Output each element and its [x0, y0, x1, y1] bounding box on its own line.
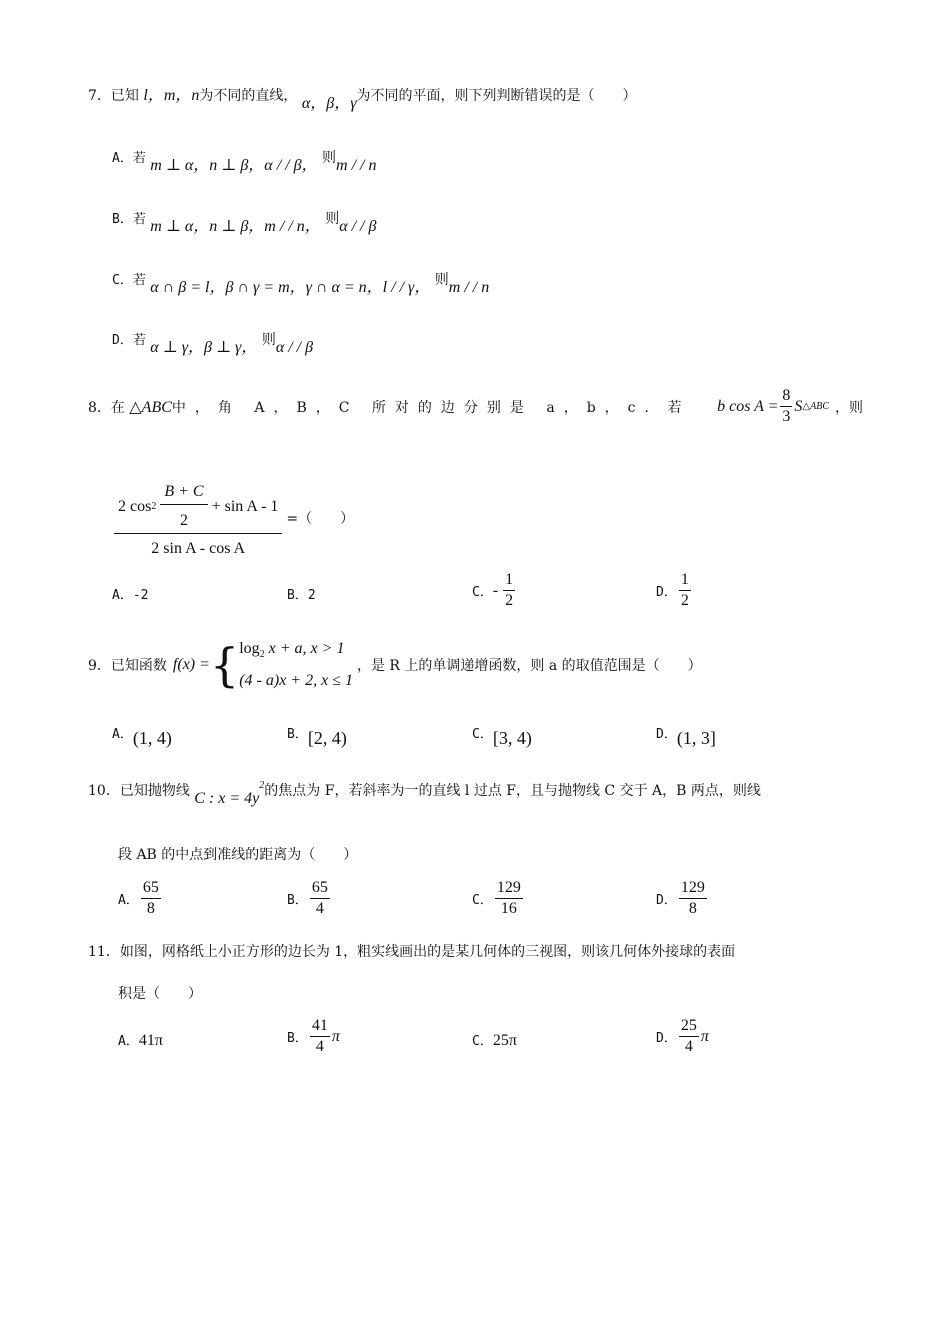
q8-inner-den: 2	[179, 512, 188, 529]
q9-c-label: C．	[472, 727, 493, 742]
q11-line2-text: 积是（ ）	[118, 986, 202, 1002]
q10-a-den: 8	[146, 900, 155, 917]
q8-fraction	[780, 386, 792, 427]
q8-option-b	[287, 584, 316, 603]
q11-d-label: D．	[656, 1031, 677, 1046]
q7-d-then: 则	[261, 332, 276, 348]
q11-option-c	[472, 1030, 517, 1050]
q11-option-d	[656, 1016, 709, 1057]
q8-big-num	[114, 482, 282, 534]
q8-big-den: 2 sin A - cos A	[151, 540, 246, 557]
question-7	[88, 82, 637, 112]
q9-case1-rest: x + a, x > 1	[268, 640, 345, 657]
q7-c-then: 则	[434, 272, 449, 288]
q7-a-label: A．若	[112, 151, 146, 166]
q8-option-c	[472, 570, 517, 611]
q8-area-sub: △ABC	[802, 401, 829, 412]
q7-prefix: 7．已知	[88, 88, 139, 104]
q7-c-label: C．若	[112, 273, 146, 288]
q9-b-label: B．	[287, 727, 308, 742]
q9-option-b	[287, 722, 347, 748]
q8-c-label: C．	[472, 585, 493, 600]
q9-case1-sub: 2	[259, 649, 265, 660]
q7-d-concl: α / / β	[275, 339, 314, 356]
q11-d-pi: π	[700, 1027, 709, 1045]
q10-d-den: 8	[688, 900, 697, 917]
q10-b-label: B．	[287, 893, 308, 908]
q8-frac-den: 3	[782, 408, 791, 425]
q8-text1: 8．在	[88, 399, 125, 416]
question-8	[88, 386, 863, 427]
q9-c-value: [3, 4)	[492, 728, 532, 748]
q8-c-sign: -	[492, 581, 499, 599]
q7-b-then: 则	[325, 211, 340, 227]
q11-d-fraction	[679, 1016, 699, 1057]
q10-suffix: 的焦点为 F，若斜率为一的直线 l 过点 F，且与抛物线 C 交于 A，B 两点，则线	[264, 783, 761, 799]
q8-expression	[114, 482, 354, 558]
q10-a-fraction	[141, 878, 161, 919]
q8-inner-num: B + C	[160, 482, 207, 505]
q8-c-num: 1	[503, 570, 515, 591]
q11-line2	[118, 983, 202, 1003]
q8-inner-fraction	[160, 482, 207, 531]
q8-equals: =（ ）	[286, 511, 355, 527]
q7-option-c	[112, 266, 490, 296]
q9-brace: {	[209, 638, 240, 692]
q7-option-b	[112, 205, 377, 235]
q11-a-label: A．	[118, 1034, 139, 1049]
q10-line2-text: 段 AB 的中点到准线的距离为（ ）	[118, 847, 358, 863]
q9-suffix: ，是 R 上的单调递增函数，则 a 的取值范围是（ ）	[356, 658, 702, 674]
q8-d-fraction	[679, 570, 691, 611]
q10-c-den: 16	[500, 900, 517, 917]
q11-line1: 11．如图，网格纸上小正方形的边长为 1，粗实线画出的是某几何体的三视图，则该几何体外接球的表面	[88, 944, 736, 960]
q10-b-num: 65	[310, 878, 330, 899]
q11-c-label: C．	[472, 1034, 493, 1049]
q7-d-cond: α ⊥ γ，β ⊥ γ，	[150, 339, 258, 356]
q7-a-then: 则	[322, 150, 337, 166]
q9-case2: (4 - a)x + 2, x ≤ 1	[239, 672, 353, 689]
q9-fx: f(x) =	[172, 656, 210, 673]
q10-a-num: 65	[141, 878, 161, 899]
q7-c-concl: m / / n	[448, 279, 490, 296]
q8-d-num: 1	[679, 570, 691, 591]
q7-mid: 为不同的直线，	[199, 88, 298, 104]
q8-a-label: A．	[112, 588, 133, 603]
q7-b-concl: α / / β	[339, 218, 377, 235]
q11-b-label: B．	[287, 1031, 308, 1046]
q7-b-cond: m ⊥ α，n ⊥ β，m / / n，	[150, 218, 321, 235]
q10-line2	[118, 844, 357, 864]
q9-option-c	[472, 722, 532, 748]
q7-a-cond: m ⊥ α，n ⊥ β，α / / β，	[150, 157, 318, 174]
q8-c-fraction	[503, 570, 515, 611]
q11-b-num: 41	[310, 1016, 330, 1037]
q10-b-fraction	[310, 878, 330, 919]
q8-lhs: b cos A =	[717, 397, 779, 415]
q8-area: S	[794, 397, 803, 415]
q7-suffix: 为不同的平面，则下列判断错误的是（ ）	[356, 88, 637, 104]
q10-d-label: D．	[656, 893, 677, 908]
q8-b-value: 2	[307, 588, 316, 603]
q10-b-den: 4	[315, 900, 324, 917]
q7-d-label: D．若	[112, 333, 146, 348]
q8-cos: 2 cos	[118, 497, 152, 515]
q8-text2: 中，角 A，B，C 所对的边分别是 a，b，c．若	[171, 399, 691, 416]
q8-cos-sup: 2	[151, 501, 157, 512]
q10-curve-sup: 2	[259, 780, 265, 791]
q11-option-b	[287, 1016, 340, 1057]
q9-cases	[239, 636, 353, 694]
q8-num-rest: + sin A - 1	[211, 497, 279, 515]
q11-d-den: 4	[684, 1038, 693, 1055]
q7-c-cond: α ∩ β = l，β ∩ γ = m，γ ∩ α = n，l / / γ，	[150, 279, 431, 296]
q11-b-pi: π	[331, 1027, 340, 1045]
q9-a-label: A．	[112, 727, 133, 742]
q10-curve: C : x = 4y	[194, 790, 260, 807]
q8-option-a	[112, 584, 148, 603]
q8-triangle: △ABC	[129, 398, 172, 416]
q9-prefix: 9．已知函数	[88, 658, 167, 674]
q8-d-label: D．	[656, 585, 677, 600]
q7-vars: l，m，n	[143, 87, 200, 104]
q7-option-a	[112, 144, 377, 174]
q10-d-fraction	[679, 878, 707, 919]
q8-a-value: -2	[132, 588, 149, 603]
q8-text3: ，则	[835, 399, 863, 416]
q9-option-d	[656, 722, 716, 748]
q10-option-b	[287, 878, 332, 919]
q8-option-d	[656, 570, 693, 611]
q11-option-a	[118, 1030, 163, 1050]
q11-c-value: 25π	[492, 1032, 517, 1049]
q10-d-num: 129	[679, 878, 707, 899]
q7-b-label: B．若	[112, 212, 146, 227]
q9-b-value: [2, 4)	[307, 728, 347, 748]
q9-d-label: D．	[656, 727, 677, 742]
q10-c-num: 129	[495, 878, 523, 899]
q10-c-fraction	[495, 878, 523, 919]
q10-option-a	[118, 878, 163, 919]
q8-d-den: 2	[680, 592, 689, 609]
q11-b-fraction	[310, 1016, 330, 1057]
q8-c-den: 2	[505, 592, 514, 609]
q7-option-d	[112, 326, 314, 356]
q10-prefix: 10．已知抛物线	[88, 783, 190, 799]
q9-a-value: (1, 4)	[132, 728, 172, 748]
question-10	[88, 780, 761, 807]
q9-option-a	[112, 722, 172, 748]
q11-d-num: 25	[679, 1016, 699, 1037]
q8-b-label: B．	[287, 588, 308, 603]
q10-a-label: A．	[118, 893, 139, 908]
q11-a-value: 41π	[138, 1032, 163, 1049]
q10-option-c	[472, 878, 525, 919]
question-11	[88, 941, 735, 961]
q7-planes: α，β，γ	[301, 95, 357, 112]
q7-a-concl: m / / n	[336, 157, 377, 174]
q8-big-fraction	[114, 482, 282, 558]
q9-case1-log: log	[239, 640, 260, 657]
q11-b-den: 4	[315, 1038, 324, 1055]
question-9	[88, 636, 702, 694]
q10-c-label: C．	[472, 893, 493, 908]
q8-frac-num: 8	[780, 386, 792, 407]
q10-option-d	[656, 878, 709, 919]
q9-d-value: (1, 3]	[676, 728, 716, 748]
